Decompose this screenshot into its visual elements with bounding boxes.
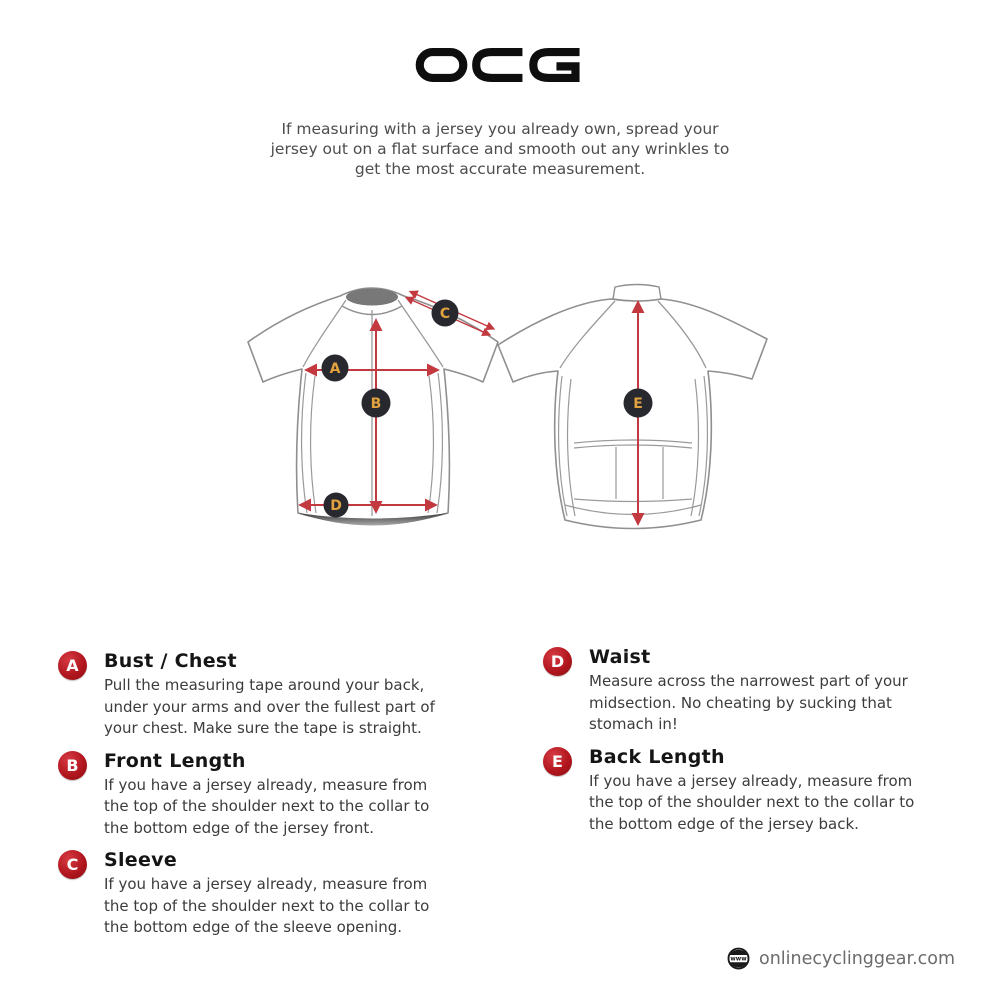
desc-line: midsection. No cheating by sucking that [589,693,892,712]
legend-item-waist [543,646,983,736]
logo-letter-g [533,52,579,78]
desc-line: stomach in! [589,715,678,733]
desc-line: the bottom edge of the sleeve opening. [104,918,402,936]
legend-item-bust-chest [58,650,498,740]
badge-letter: D [550,652,565,671]
logo-letter-c [476,52,522,78]
legend-title-front-length: Front Length [104,749,246,772]
legend-desc-front-length [104,775,498,840]
globe-www-text: www [730,956,747,963]
ocg-logo [415,45,585,85]
legend-title-waist: Waist [589,646,651,668]
legend-badge-a [58,651,87,680]
legend-title-back-length: Back Length [589,745,725,768]
desc-line: If you have a jersey already, measure from [104,775,428,794]
desc-line: the top of the shoulder next to the collar to [104,797,430,815]
desc-line: Pull the measuring tape around your back, [104,676,425,694]
legend-badge-d [543,647,572,676]
badge-letter: C [66,855,79,874]
legend-item-back-length [543,746,983,836]
intro-text [0,119,1000,179]
legend-title-sleeve: Sleeve [104,849,178,871]
legend-desc-bust-chest [104,675,498,740]
badge-letter: E [552,751,563,771]
marker-d-letter: D [330,498,342,514]
jersey-front-diagram [240,276,504,532]
legend-column-left [58,650,498,949]
legend-column-right [543,646,983,845]
legend-desc-sleeve [104,874,498,939]
neck-opening-shading [346,289,398,306]
legend-item-sleeve [58,849,498,939]
desc-line: under your arms and over the fullest part of [104,697,435,716]
intro-line: If measuring with a jersey you already own, spread your [281,120,719,138]
intro-line: get the most accurate measurement. [354,160,646,178]
desc-line: the bottom edge of the jersey back. [589,814,859,833]
back-markers [624,389,653,418]
back-collar-band [613,285,661,302]
footer-website-text: onlinecyclinggear.com [759,948,956,969]
legend-desc-back-length [589,771,983,836]
marker-a-letter: A [329,361,341,377]
jersey-back-diagram [494,276,770,544]
logo-letter-o [420,52,464,78]
legend-badge-b [58,751,87,780]
desc-line: your chest. Make sure the tape is straight. [104,719,422,737]
desc-line: Measure across the narrowest part of your [589,672,908,690]
legend-badge-e [543,747,572,776]
intro-line: jersey out on a flat surface and smooth out any wrinkles to [270,140,730,158]
desc-line: the top of the shoulder next to the collar to [589,793,915,811]
marker-b-letter: B [370,396,382,412]
marker-c-letter: C [439,306,451,322]
desc-line: the top of the shoulder next to the collar to [104,896,430,915]
desc-line: the bottom edge of the jersey front. [104,818,374,837]
legend-item-front-length [58,750,498,840]
badge-letter: A [66,656,79,675]
www-globe-icon [726,946,751,971]
legend-title-bust-chest: Bust / Chest [104,650,237,672]
footer [726,946,955,971]
legend-badge-c [58,850,87,879]
desc-line: If you have a jersey already, measure from [104,875,428,893]
legend-desc-waist [589,671,983,736]
logo-letters [420,52,580,78]
desc-line: If you have a jersey already, measure from [589,771,913,790]
marker-e-letter: E [633,396,643,412]
badge-letter: B [66,755,79,775]
